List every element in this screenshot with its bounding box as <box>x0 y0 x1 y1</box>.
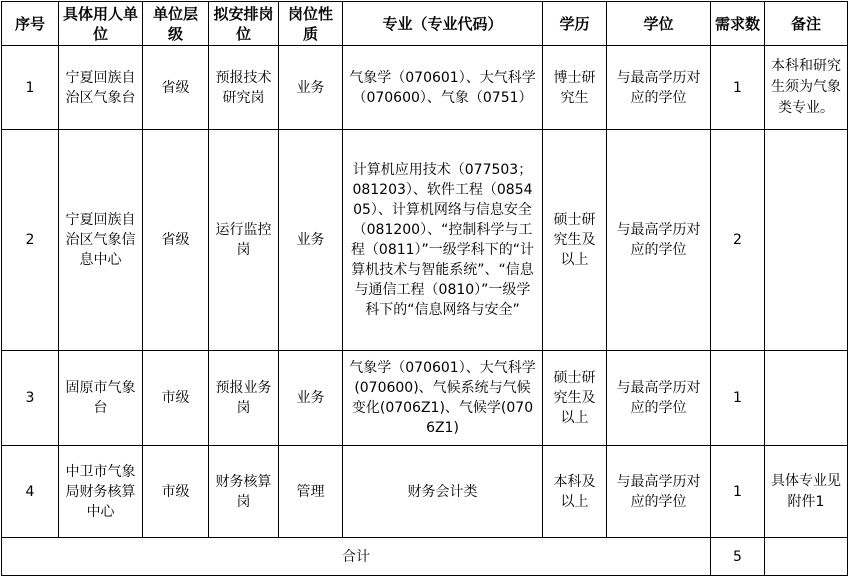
cell-degree: 与最高学历对应的学位 <box>607 446 711 538</box>
header-major: 专业（专业代码） <box>343 2 543 46</box>
header-remark: 备注 <box>765 2 848 46</box>
cell-remark: 具体专业见附件1 <box>765 446 848 538</box>
cell-level: 市级 <box>143 351 209 446</box>
header-seq: 序号 <box>2 2 59 46</box>
total-label: 合计 <box>2 538 711 576</box>
cell-level: 市级 <box>143 446 209 538</box>
cell-unit: 宁夏回族自治区气象信息中心 <box>59 130 143 351</box>
cell-major: 气象学（070601）、大气科学(070600)、气候系统与气候变化(0706Z1)、气候学(0706Z1) <box>343 351 543 446</box>
header-unit: 具体用人单位 <box>59 2 143 46</box>
cell-count: 1 <box>711 46 765 130</box>
cell-degree: 与最高学历对应的学位 <box>607 46 711 130</box>
cell-post: 预报业务岗 <box>209 351 279 446</box>
cell-unit: 宁夏回族自治区气象台 <box>59 46 143 130</box>
cell-post: 预报技术研究岗 <box>209 46 279 130</box>
header-post: 拟安排岗位 <box>209 2 279 46</box>
header-count: 需求数 <box>711 2 765 46</box>
cell-post: 财务核算岗 <box>209 446 279 538</box>
cell-nature: 业务 <box>279 46 343 130</box>
table-row <box>2 130 848 351</box>
cell-nature: 管理 <box>279 446 343 538</box>
table-row <box>2 351 848 446</box>
total-count: 5 <box>711 538 765 576</box>
header-row <box>2 2 848 46</box>
cell-count: 2 <box>711 130 765 351</box>
cell-degree: 与最高学历对应的学位 <box>607 130 711 351</box>
total-remark <box>765 538 848 576</box>
table-row <box>2 46 848 130</box>
cell-major: 气象学（070601）、大气科学（070600）、气象（0751） <box>343 46 543 130</box>
table-row <box>2 446 848 538</box>
cell-level: 省级 <box>143 130 209 351</box>
header-degree: 学位 <box>607 2 711 46</box>
cell-count: 1 <box>711 351 765 446</box>
recruitment-table <box>1 1 848 576</box>
cell-education: 硕士研究生及以上 <box>543 130 607 351</box>
cell-major: 计算机应用技术（077503；081203）、软件工程（085405）、计算机网络与信息安全（081200）、“控制科学与工程（0811）”一级学科下的“计算机技术与智能系统”、“信息与通信工程（0810）”一级学科下的“信息网络与安全” <box>343 130 543 351</box>
cell-count: 1 <box>711 446 765 538</box>
cell-seq: 3 <box>2 351 59 446</box>
cell-unit: 固原市气象台 <box>59 351 143 446</box>
cell-seq: 4 <box>2 446 59 538</box>
cell-remark <box>765 351 848 446</box>
cell-remark: 本科和研究生须为气象类专业。 <box>765 46 848 130</box>
header-level: 单位层级 <box>143 2 209 46</box>
cell-seq: 2 <box>2 130 59 351</box>
cell-post: 运行监控岗 <box>209 130 279 351</box>
cell-education: 硕士研究生及以上 <box>543 351 607 446</box>
cell-education: 博士研究生 <box>543 46 607 130</box>
cell-education: 本科及以上 <box>543 446 607 538</box>
cell-level: 省级 <box>143 46 209 130</box>
cell-nature: 业务 <box>279 130 343 351</box>
cell-major: 财务会计类 <box>343 446 543 538</box>
cell-unit: 中卫市气象局财务核算中心 <box>59 446 143 538</box>
header-nature: 岗位性质 <box>279 2 343 46</box>
cell-nature: 业务 <box>279 351 343 446</box>
cell-seq: 1 <box>2 46 59 130</box>
cell-remark <box>765 130 848 351</box>
header-education: 学历 <box>543 2 607 46</box>
total-row <box>2 538 848 576</box>
cell-degree: 与最高学历对应的学位 <box>607 351 711 446</box>
